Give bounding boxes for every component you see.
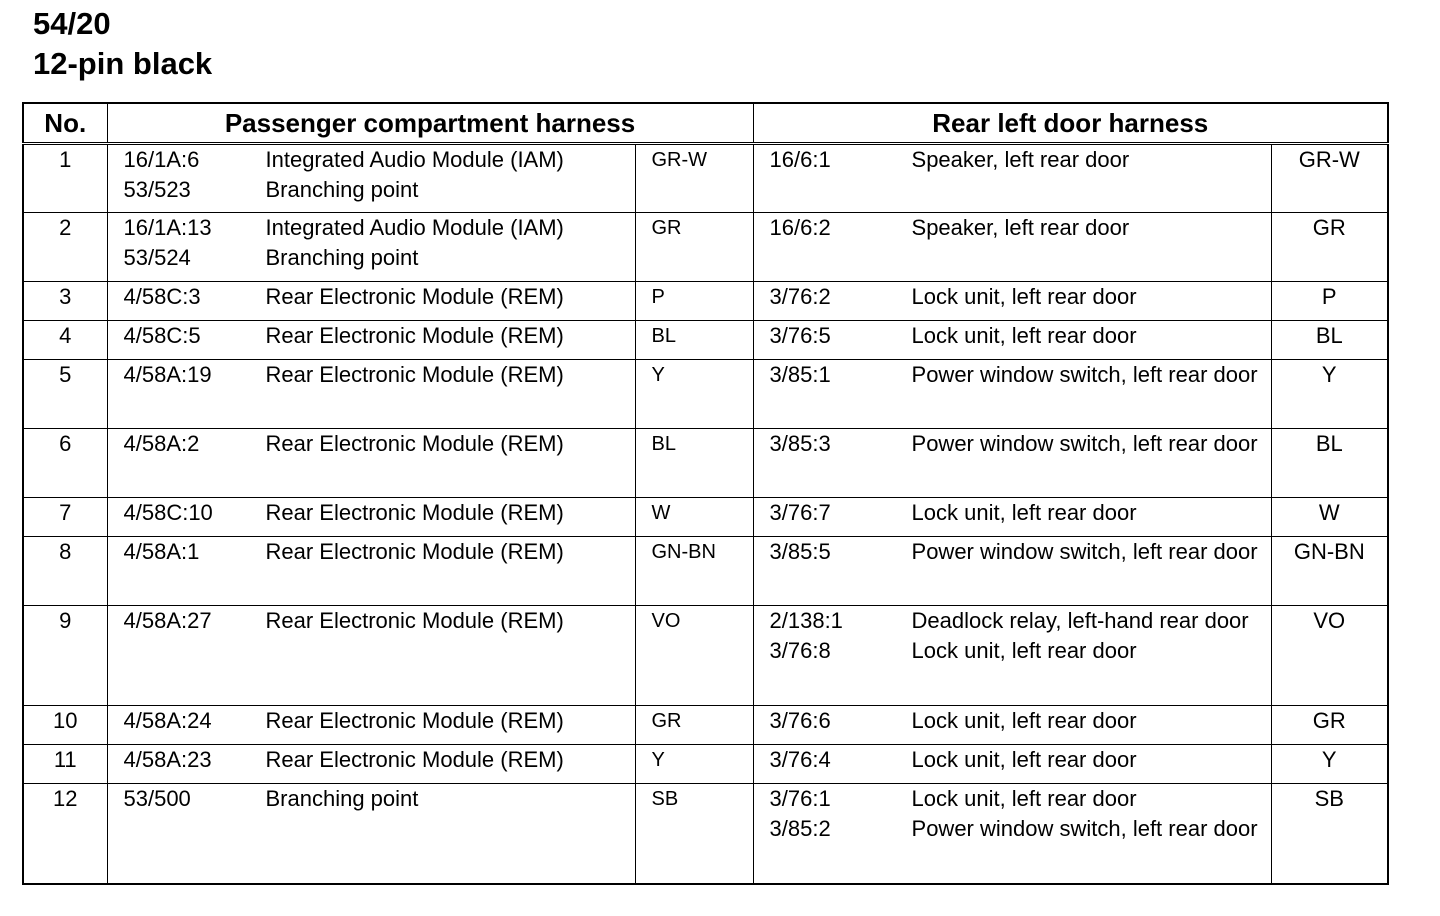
table-row xyxy=(23,498,1388,537)
rear-door-component: Speaker, left rear door xyxy=(911,215,1130,240)
rear-door-connection xyxy=(770,606,1271,636)
rear-door-component: Lock unit, left rear door xyxy=(911,323,1137,348)
pin-number: 2 xyxy=(23,213,107,282)
pin-number: 5 xyxy=(23,360,107,429)
rear-door-connection xyxy=(770,745,1271,775)
rear-door-connection xyxy=(770,537,1271,567)
rear-door-component: Power window switch, left rear door xyxy=(911,539,1258,564)
passenger-connections xyxy=(107,784,635,884)
passenger-wire-color: Y xyxy=(635,360,753,429)
passenger-wire-color: SB xyxy=(635,784,753,884)
pin-number: 4 xyxy=(23,321,107,360)
rear-door-connections xyxy=(753,606,1271,706)
table-row xyxy=(23,537,1388,606)
passenger-connection xyxy=(124,706,635,736)
connector-description: 12-pin black xyxy=(33,46,213,81)
table-row xyxy=(23,429,1388,498)
passenger-connections xyxy=(107,360,635,429)
rear-door-connections xyxy=(753,321,1271,360)
table-row xyxy=(23,282,1388,321)
passenger-wire-color: P xyxy=(635,282,753,321)
rear-door-wire-color: GN-BN xyxy=(1271,537,1388,606)
rear-door-connector-code: 3/76:5 xyxy=(769,323,831,348)
passenger-connector-code: 4/58A:24 xyxy=(123,708,212,733)
passenger-component: Branching point xyxy=(265,177,419,202)
rear-door-connections xyxy=(753,537,1271,606)
passenger-component: Rear Electronic Module (REM) xyxy=(265,539,564,564)
passenger-component: Integrated Audio Module (IAM) xyxy=(265,215,564,240)
document-title xyxy=(33,4,212,84)
pin-number: 7 xyxy=(23,498,107,537)
passenger-connections xyxy=(107,321,635,360)
passenger-wire-color: GR xyxy=(635,213,753,282)
rear-door-component: Lock unit, left rear door xyxy=(911,284,1137,309)
rear-door-component: Power window switch, left rear door xyxy=(911,431,1258,456)
passenger-wire-color: Y xyxy=(635,745,753,784)
rear-door-connection xyxy=(770,636,1271,666)
passenger-connections xyxy=(107,429,635,498)
rear-door-wire-color: P xyxy=(1271,282,1388,321)
rear-door-wire-color: BL xyxy=(1271,429,1388,498)
passenger-connection xyxy=(124,429,635,459)
rear-door-connection xyxy=(770,282,1271,312)
passenger-wire-color: GR-W xyxy=(635,144,753,213)
passenger-wire-color: GR xyxy=(635,706,753,745)
rear-door-connector-code: 3/76:2 xyxy=(769,284,831,309)
rear-door-wire-color: W xyxy=(1271,498,1388,537)
passenger-component: Branching point xyxy=(265,786,419,811)
rear-door-wire-color: SB xyxy=(1271,784,1388,884)
rear-door-connection xyxy=(770,145,1271,175)
rear-door-wire-color: Y xyxy=(1271,360,1388,429)
passenger-connections xyxy=(107,144,635,213)
rear-door-connector-code: 3/85:1 xyxy=(769,362,831,387)
pin-number: 10 xyxy=(23,706,107,745)
passenger-connector-code: 16/1A:13 xyxy=(123,215,212,240)
passenger-connection xyxy=(124,745,635,775)
passenger-connection xyxy=(124,243,635,273)
table-row xyxy=(23,213,1388,282)
passenger-connector-code: 4/58A:27 xyxy=(123,608,212,633)
rear-door-wire-color: GR xyxy=(1271,213,1388,282)
rear-door-connection xyxy=(770,213,1271,243)
rear-door-wire-color: Y xyxy=(1271,745,1388,784)
pin-number: 3 xyxy=(23,282,107,321)
rear-door-connections xyxy=(753,360,1271,429)
rear-door-connector-code: 2/138:1 xyxy=(769,608,843,633)
passenger-wire-color: BL xyxy=(635,429,753,498)
passenger-connection xyxy=(124,175,635,205)
rear-door-connections xyxy=(753,282,1271,321)
passenger-connection xyxy=(124,213,635,243)
passenger-component: Rear Electronic Module (REM) xyxy=(265,747,564,772)
passenger-component: Rear Electronic Module (REM) xyxy=(265,431,564,456)
passenger-connector-code: 16/1A:6 xyxy=(123,147,200,172)
rear-door-connector-code: 16/6:1 xyxy=(769,147,831,172)
rear-door-connector-code: 3/76:1 xyxy=(769,786,831,811)
passenger-connections xyxy=(107,537,635,606)
passenger-component: Branching point xyxy=(265,245,419,270)
passenger-connector-code: 4/58A:2 xyxy=(123,431,200,456)
rear-door-connector-code: 3/76:6 xyxy=(769,708,831,733)
passenger-wire-color: VO xyxy=(635,606,753,706)
passenger-connection xyxy=(124,145,635,175)
passenger-connections xyxy=(107,706,635,745)
rear-door-connections xyxy=(753,784,1271,884)
rear-door-component: Speaker, left rear door xyxy=(911,147,1130,172)
rear-door-component: Power window switch, left rear door xyxy=(911,362,1258,387)
table-row xyxy=(23,745,1388,784)
rear-door-component: Lock unit, left rear door xyxy=(911,747,1137,772)
pin-number: 11 xyxy=(23,745,107,784)
passenger-connections xyxy=(107,606,635,706)
pin-number: 6 xyxy=(23,429,107,498)
passenger-connections xyxy=(107,282,635,321)
table-row xyxy=(23,321,1388,360)
passenger-connector-code: 53/500 xyxy=(123,786,191,811)
passenger-connection xyxy=(124,282,635,312)
passenger-connection xyxy=(124,606,635,636)
header-rear-door-harness: Rear left door harness xyxy=(753,103,1388,144)
table-row xyxy=(23,706,1388,745)
rear-door-component: Lock unit, left rear door xyxy=(911,500,1137,525)
passenger-wire-color: BL xyxy=(635,321,753,360)
rear-door-connections xyxy=(753,706,1271,745)
passenger-connection xyxy=(124,360,635,390)
passenger-connector-code: 4/58A:1 xyxy=(123,539,200,564)
header-no: No. xyxy=(23,103,107,144)
rear-door-component: Power window switch, left rear door xyxy=(911,816,1258,841)
rear-door-connector-code: 3/85:3 xyxy=(769,431,831,456)
connector-number: 54/20 xyxy=(33,6,111,41)
rear-door-component: Deadlock relay, left-hand rear door xyxy=(911,608,1249,633)
passenger-connections xyxy=(107,498,635,537)
table-row xyxy=(23,606,1388,706)
table-row xyxy=(23,144,1388,213)
passenger-connector-code: 4/58A:23 xyxy=(123,747,212,772)
connector-pinout-table xyxy=(22,102,1389,885)
pin-number: 12 xyxy=(23,784,107,884)
passenger-connector-code: 53/524 xyxy=(123,245,191,270)
passenger-component: Integrated Audio Module (IAM) xyxy=(265,147,564,172)
rear-door-connector-code: 3/85:2 xyxy=(769,816,831,841)
rear-door-connector-code: 3/76:8 xyxy=(769,638,831,663)
rear-door-wire-color: GR-W xyxy=(1271,144,1388,213)
passenger-component: Rear Electronic Module (REM) xyxy=(265,284,564,309)
passenger-wire-color: GN-BN xyxy=(635,537,753,606)
rear-door-connection xyxy=(770,784,1271,814)
rear-door-connection xyxy=(770,360,1271,390)
rear-door-component: Lock unit, left rear door xyxy=(911,786,1137,811)
pin-number: 8 xyxy=(23,537,107,606)
passenger-wire-color: W xyxy=(635,498,753,537)
rear-door-connector-code: 16/6:2 xyxy=(769,215,831,240)
passenger-connection xyxy=(124,498,635,528)
table-header-row xyxy=(23,103,1388,144)
rear-door-wire-color: BL xyxy=(1271,321,1388,360)
passenger-connections xyxy=(107,745,635,784)
rear-door-connection xyxy=(770,321,1271,351)
pin-number: 1 xyxy=(23,144,107,213)
passenger-connector-code: 4/58C:3 xyxy=(123,284,201,309)
rear-door-connections xyxy=(753,745,1271,784)
rear-door-connections xyxy=(753,144,1271,213)
passenger-connections xyxy=(107,213,635,282)
passenger-connection xyxy=(124,537,635,567)
rear-door-connections xyxy=(753,213,1271,282)
rear-door-connection xyxy=(770,498,1271,528)
rear-door-wire-color: GR xyxy=(1271,706,1388,745)
passenger-component: Rear Electronic Module (REM) xyxy=(265,708,564,733)
passenger-connection xyxy=(124,784,635,814)
pin-number: 9 xyxy=(23,606,107,706)
passenger-component: Rear Electronic Module (REM) xyxy=(265,362,564,387)
rear-door-connector-code: 3/76:4 xyxy=(769,747,831,772)
rear-door-connections xyxy=(753,429,1271,498)
passenger-connector-code: 4/58A:19 xyxy=(123,362,212,387)
passenger-connection xyxy=(124,321,635,351)
rear-door-connection xyxy=(770,429,1271,459)
rear-door-connections xyxy=(753,498,1271,537)
table-row xyxy=(23,784,1388,884)
passenger-connector-code: 53/523 xyxy=(123,177,191,202)
rear-door-component: Lock unit, left rear door xyxy=(911,638,1137,663)
rear-door-component: Lock unit, left rear door xyxy=(911,708,1137,733)
passenger-component: Rear Electronic Module (REM) xyxy=(265,500,564,525)
rear-door-connection xyxy=(770,814,1271,844)
header-passenger-harness: Passenger compartment harness xyxy=(107,103,753,144)
rear-door-connection xyxy=(770,706,1271,736)
rear-door-wire-color: VO xyxy=(1271,606,1388,706)
rear-door-connector-code: 3/76:7 xyxy=(769,500,831,525)
passenger-connector-code: 4/58C:5 xyxy=(123,323,201,348)
table-row xyxy=(23,360,1388,429)
rear-door-connector-code: 3/85:5 xyxy=(769,539,831,564)
passenger-component: Rear Electronic Module (REM) xyxy=(265,608,564,633)
passenger-connector-code: 4/58C:10 xyxy=(123,500,213,525)
passenger-component: Rear Electronic Module (REM) xyxy=(265,323,564,348)
